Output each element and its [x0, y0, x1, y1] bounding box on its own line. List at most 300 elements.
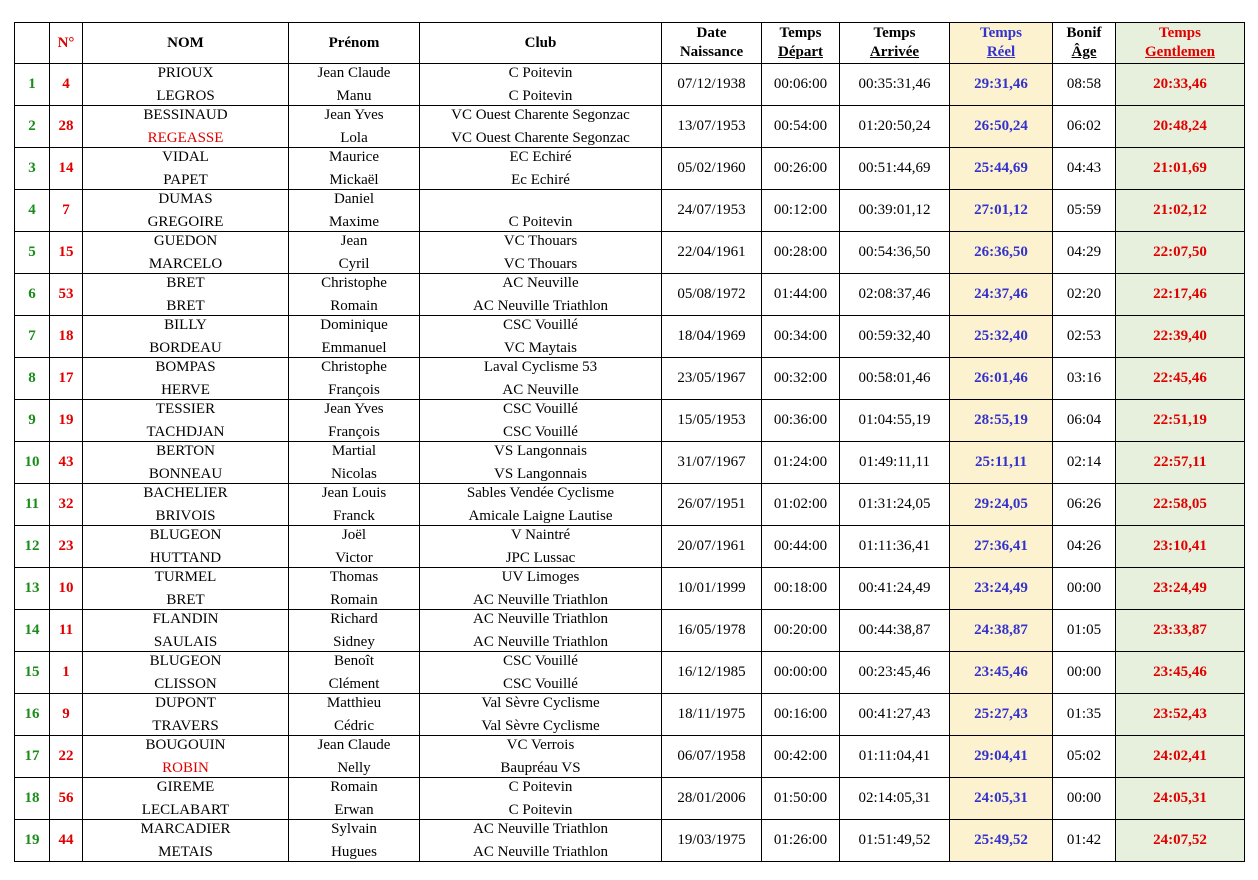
rank-cell: 10 — [15, 442, 50, 484]
real-time-cell: 29:31,46 — [950, 64, 1053, 106]
header-depart-line2: Départ — [778, 44, 823, 60]
prenom-cell-line1: Dominique — [320, 317, 388, 333]
age-bonus-cell: 02:20 — [1053, 274, 1116, 316]
gentlemen-time-cell: 21:01,69 — [1116, 148, 1245, 190]
club-cell-line1: EC Echiré — [509, 149, 572, 165]
results-table — [14, 22, 1245, 862]
real-time-cell: 23:24,49 — [950, 568, 1053, 610]
header-date — [662, 23, 762, 64]
nom-cell-line2: HUTTAND — [149, 550, 222, 566]
bib-number-cell: 7 — [50, 190, 83, 232]
start-time-cell: 00:44:00 — [762, 526, 840, 568]
start-time-cell: 00:18:00 — [762, 568, 840, 610]
nom-cell — [83, 526, 289, 568]
nom-cell-line1: BLUGEON — [149, 527, 222, 543]
real-time-cell: 26:36,50 — [950, 232, 1053, 274]
gentlemen-time-cell: 23:45,46 — [1116, 652, 1245, 694]
rank-cell: 4 — [15, 190, 50, 232]
header-reel-line1: Temps — [980, 25, 1022, 41]
real-time-cell: 27:36,41 — [950, 526, 1053, 568]
club-cell-line2: VC Maytais — [504, 340, 577, 356]
real-time-cell: 23:45,46 — [950, 652, 1053, 694]
birth-date-cell: 22/04/1961 — [662, 232, 762, 274]
header-date-line1: Date — [696, 25, 727, 41]
club-cell — [420, 106, 662, 148]
club-cell-line1: VC Verrois — [506, 737, 575, 753]
prenom-cell-line1: Benoît — [334, 653, 374, 669]
gentlemen-time-cell: 24:02,41 — [1116, 736, 1245, 778]
start-time-cell: 00:16:00 — [762, 694, 840, 736]
club-cell-line2: VC Thouars — [503, 256, 578, 272]
header-club: Club — [420, 23, 662, 64]
club-cell-line1: Sables Vendée Cyclisme — [466, 485, 615, 501]
prenom-cell-line2: Hugues — [331, 844, 377, 860]
nom-cell-line2: BRET — [166, 298, 205, 314]
club-cell — [420, 148, 662, 190]
age-bonus-cell: 06:04 — [1053, 400, 1116, 442]
birth-date-cell: 13/07/1953 — [662, 106, 762, 148]
age-bonus-cell: 01:35 — [1053, 694, 1116, 736]
bib-number-cell: 1 — [50, 652, 83, 694]
prenom-cell-line2: Cyril — [338, 256, 370, 272]
prenom-cell-line2: Nelly — [337, 760, 371, 776]
table-row — [15, 64, 1245, 106]
nom-cell-line2: REGEASSE — [147, 130, 224, 146]
header-gent-line1: Temps — [1159, 25, 1201, 41]
prenom-cell — [289, 820, 420, 862]
bib-number-cell: 19 — [50, 400, 83, 442]
table-row — [15, 274, 1245, 316]
real-time-cell: 25:11,11 — [950, 442, 1053, 484]
header-rank — [15, 23, 50, 64]
real-time-cell: 26:50,24 — [950, 106, 1053, 148]
bib-number-cell: 43 — [50, 442, 83, 484]
club-cell — [420, 190, 662, 232]
club-cell-line1: AC Neuville — [502, 275, 579, 291]
birth-date-cell: 31/07/1967 — [662, 442, 762, 484]
nom-cell-line2: TRAVERS — [152, 718, 219, 734]
club-cell-line2: CSC Vouillé — [503, 676, 578, 692]
real-time-cell: 24:05,31 — [950, 778, 1053, 820]
nom-cell-line1: DUMAS — [158, 191, 213, 207]
table-row — [15, 106, 1245, 148]
nom-cell-line1: BLUGEON — [149, 653, 222, 669]
prenom-cell-line1: Daniel — [334, 191, 374, 207]
prenom-cell — [289, 526, 420, 568]
bib-number-cell: 18 — [50, 316, 83, 358]
start-time-cell: 00:20:00 — [762, 610, 840, 652]
club-cell-line2: AC Neuville Triathlon — [472, 634, 608, 650]
finish-time-cell: 01:11:04,41 — [840, 736, 950, 778]
table-row — [15, 736, 1245, 778]
rank-cell: 6 — [15, 274, 50, 316]
club-cell — [420, 400, 662, 442]
club-cell-line1: C Poitevin — [508, 65, 573, 81]
nom-cell-line1: BOMPAS — [155, 359, 216, 375]
start-time-cell: 00:26:00 — [762, 148, 840, 190]
club-cell-line2: Val Sèvre Cyclisme — [481, 718, 600, 734]
age-bonus-cell: 01:42 — [1053, 820, 1116, 862]
nom-cell — [83, 232, 289, 274]
gentlemen-time-cell: 22:58,05 — [1116, 484, 1245, 526]
prenom-cell-line1: Thomas — [329, 569, 379, 585]
prenom-cell-line1: Jean — [340, 233, 368, 249]
start-time-cell: 01:50:00 — [762, 778, 840, 820]
real-time-cell: 29:24,05 — [950, 484, 1053, 526]
birth-date-cell: 24/07/1953 — [662, 190, 762, 232]
prenom-cell-line1: Christophe — [321, 275, 387, 291]
age-bonus-cell: 04:43 — [1053, 148, 1116, 190]
prenom-cell-line1: Christophe — [321, 359, 387, 375]
header-nom: NOM — [83, 23, 289, 64]
header-arrivee — [840, 23, 950, 64]
rank-cell: 15 — [15, 652, 50, 694]
start-time-cell: 01:26:00 — [762, 820, 840, 862]
age-bonus-cell: 04:26 — [1053, 526, 1116, 568]
club-cell-line1: Laval Cyclisme 53 — [483, 359, 598, 375]
header-bonif — [1053, 23, 1116, 64]
prenom-cell — [289, 610, 420, 652]
bib-number-cell: 9 — [50, 694, 83, 736]
age-bonus-cell: 06:02 — [1053, 106, 1116, 148]
rank-cell: 3 — [15, 148, 50, 190]
club-cell-line2: C Poitevin — [508, 802, 573, 818]
finish-time-cell: 00:51:44,69 — [840, 148, 950, 190]
nom-cell-line1: TESSIER — [155, 401, 216, 417]
prenom-cell-line2: Cédric — [334, 718, 374, 734]
header-depart — [762, 23, 840, 64]
club-cell-line1: UV Limoges — [501, 569, 580, 585]
club-cell-line1: CSC Vouillé — [503, 401, 578, 417]
age-bonus-cell: 08:58 — [1053, 64, 1116, 106]
birth-date-cell: 15/05/1953 — [662, 400, 762, 442]
finish-time-cell: 01:31:24,05 — [840, 484, 950, 526]
birth-date-cell: 10/01/1999 — [662, 568, 762, 610]
gentlemen-time-cell: 20:33,46 — [1116, 64, 1245, 106]
club-cell-line2: CSC Vouillé — [503, 424, 578, 440]
nom-cell-line2: CLISSON — [154, 676, 217, 692]
start-time-cell: 00:32:00 — [762, 358, 840, 400]
nom-cell-line2: BONNEAU — [148, 466, 223, 482]
rank-cell: 18 — [15, 778, 50, 820]
rank-cell: 2 — [15, 106, 50, 148]
finish-time-cell: 01:20:50,24 — [840, 106, 950, 148]
birth-date-cell: 18/04/1969 — [662, 316, 762, 358]
nom-cell — [83, 736, 289, 778]
real-time-cell: 24:37,46 — [950, 274, 1053, 316]
finish-time-cell: 00:54:36,50 — [840, 232, 950, 274]
club-cell — [420, 568, 662, 610]
nom-cell-line1: VIDAL — [162, 149, 209, 165]
club-cell-line1: VS Langonnais — [494, 443, 587, 459]
bib-number-cell: 15 — [50, 232, 83, 274]
table-row — [15, 568, 1245, 610]
prenom-cell-line2: Mickaël — [329, 172, 379, 188]
gentlemen-time-cell: 22:17,46 — [1116, 274, 1245, 316]
club-cell — [420, 358, 662, 400]
real-time-cell: 25:49,52 — [950, 820, 1053, 862]
table-row — [15, 694, 1245, 736]
table-row — [15, 190, 1245, 232]
birth-date-cell: 07/12/1938 — [662, 64, 762, 106]
start-time-cell: 01:02:00 — [762, 484, 840, 526]
birth-date-cell: 26/07/1951 — [662, 484, 762, 526]
nom-cell — [83, 778, 289, 820]
prenom-cell-line2: Maxime — [329, 214, 379, 230]
finish-time-cell: 01:11:36,41 — [840, 526, 950, 568]
nom-cell-line1: BACHELIER — [143, 485, 228, 501]
nom-cell-line2: LECLABART — [141, 802, 230, 818]
age-bonus-cell: 04:29 — [1053, 232, 1116, 274]
rank-cell: 16 — [15, 694, 50, 736]
bib-number-cell: 11 — [50, 610, 83, 652]
nom-cell-line2: LEGROS — [156, 88, 215, 104]
club-cell-line1: AC Neuville Triathlon — [472, 821, 608, 837]
age-bonus-cell: 05:02 — [1053, 736, 1116, 778]
table-row — [15, 400, 1245, 442]
prenom-cell — [289, 274, 420, 316]
prenom-cell-line1: Maurice — [329, 149, 379, 165]
nom-cell — [83, 610, 289, 652]
bib-number-cell: 10 — [50, 568, 83, 610]
nom-cell — [83, 694, 289, 736]
nom-cell-line2: TACHDJAN — [146, 424, 225, 440]
prenom-cell — [289, 442, 420, 484]
table-row — [15, 484, 1245, 526]
prenom-cell — [289, 358, 420, 400]
prenom-cell — [289, 694, 420, 736]
birth-date-cell: 28/01/2006 — [662, 778, 762, 820]
prenom-cell-line2: Romain — [330, 298, 378, 314]
prenom-cell-line2: Lola — [340, 130, 368, 146]
birth-date-cell: 06/07/1958 — [662, 736, 762, 778]
club-cell — [420, 526, 662, 568]
gentlemen-time-cell: 22:51,19 — [1116, 400, 1245, 442]
birth-date-cell: 05/08/1972 — [662, 274, 762, 316]
prenom-cell — [289, 232, 420, 274]
bib-number-cell: 28 — [50, 106, 83, 148]
start-time-cell: 00:54:00 — [762, 106, 840, 148]
prenom-cell-line1: Jean Claude — [317, 737, 391, 753]
bib-number-cell: 53 — [50, 274, 83, 316]
nom-cell-line1: BOUGOUIN — [145, 737, 226, 753]
bib-number-cell: 44 — [50, 820, 83, 862]
club-cell — [420, 820, 662, 862]
club-cell-line2: AC Neuville Triathlon — [472, 298, 608, 314]
club-cell-line2: AC Neuville Triathlon — [472, 844, 608, 860]
finish-time-cell: 00:41:24,49 — [840, 568, 950, 610]
table-row — [15, 778, 1245, 820]
real-time-cell: 28:55,19 — [950, 400, 1053, 442]
nom-cell — [83, 568, 289, 610]
gentlemen-time-cell: 23:24,49 — [1116, 568, 1245, 610]
club-cell — [420, 484, 662, 526]
gentlemen-time-cell: 23:33,87 — [1116, 610, 1245, 652]
club-cell-line1: CSC Vouillé — [503, 653, 578, 669]
nom-cell — [83, 652, 289, 694]
nom-cell — [83, 148, 289, 190]
birth-date-cell: 23/05/1967 — [662, 358, 762, 400]
nom-cell-line2: BRET — [166, 592, 205, 608]
header-num: N° — [50, 23, 83, 64]
nom-cell-line1: PRIOUX — [157, 65, 214, 81]
club-cell-line2: C Poitevin — [508, 88, 573, 104]
table-row — [15, 358, 1245, 400]
gentlemen-time-cell: 24:05,31 — [1116, 778, 1245, 820]
club-cell-line1: C Poitevin — [508, 779, 573, 795]
gentlemen-time-cell: 20:48,24 — [1116, 106, 1245, 148]
birth-date-cell: 05/02/1960 — [662, 148, 762, 190]
start-time-cell: 00:12:00 — [762, 190, 840, 232]
finish-time-cell: 00:23:45,46 — [840, 652, 950, 694]
nom-cell — [83, 358, 289, 400]
start-time-cell: 00:42:00 — [762, 736, 840, 778]
nom-cell-line1: TURMEL — [154, 569, 217, 585]
age-bonus-cell: 02:53 — [1053, 316, 1116, 358]
club-cell-line1: AC Neuville Triathlon — [472, 611, 608, 627]
club-cell — [420, 64, 662, 106]
start-time-cell: 00:00:00 — [762, 652, 840, 694]
nom-cell-line2: SAULAIS — [153, 634, 218, 650]
age-bonus-cell: 00:00 — [1053, 652, 1116, 694]
club-cell-line1: VC Thouars — [503, 233, 578, 249]
nom-cell — [83, 442, 289, 484]
nom-cell-line1: BRET — [166, 275, 205, 291]
prenom-cell — [289, 778, 420, 820]
prenom-cell — [289, 568, 420, 610]
prenom-cell-line2: Emmanuel — [321, 340, 387, 356]
club-cell-line1 — [420, 190, 661, 210]
nom-cell-line2: METAIS — [158, 844, 213, 860]
start-time-cell: 01:24:00 — [762, 442, 840, 484]
start-time-cell: 00:28:00 — [762, 232, 840, 274]
gentlemen-time-cell: 24:07,52 — [1116, 820, 1245, 862]
real-time-cell: 25:32,40 — [950, 316, 1053, 358]
club-cell — [420, 442, 662, 484]
bib-number-cell: 14 — [50, 148, 83, 190]
real-time-cell: 29:04,41 — [950, 736, 1053, 778]
club-cell-line1: V Naintré — [510, 527, 571, 543]
rank-cell: 11 — [15, 484, 50, 526]
club-cell-line1: Val Sèvre Cyclisme — [481, 695, 600, 711]
table-row — [15, 820, 1245, 862]
nom-cell-line1: BERTON — [156, 443, 215, 459]
finish-time-cell: 01:04:55,19 — [840, 400, 950, 442]
club-cell-line2: VC Ouest Charente Segonzac — [451, 130, 630, 146]
club-cell — [420, 316, 662, 358]
gentlemen-time-cell: 22:39,40 — [1116, 316, 1245, 358]
club-cell — [420, 652, 662, 694]
nom-cell-line1: GIREME — [156, 779, 215, 795]
table-row — [15, 442, 1245, 484]
prenom-cell-line1: Jean Yves — [324, 107, 384, 123]
club-cell-line1: CSC Vouillé — [503, 317, 578, 333]
nom-cell-line2: MARCELO — [148, 256, 223, 272]
nom-cell-line1: BESSINAUD — [143, 107, 228, 123]
prenom-cell-line2: Clément — [328, 676, 380, 692]
bib-number-cell: 4 — [50, 64, 83, 106]
prenom-cell-line2: Nicolas — [331, 466, 377, 482]
nom-cell — [83, 64, 289, 106]
real-time-cell: 26:01,46 — [950, 358, 1053, 400]
nom-cell — [83, 190, 289, 232]
rank-cell: 7 — [15, 316, 50, 358]
finish-time-cell: 00:39:01,12 — [840, 190, 950, 232]
rank-cell: 1 — [15, 64, 50, 106]
finish-time-cell: 01:51:49,52 — [840, 820, 950, 862]
finish-time-cell: 01:49:11,11 — [840, 442, 950, 484]
nom-cell-line1: FLANDIN — [152, 611, 219, 627]
age-bonus-cell: 03:16 — [1053, 358, 1116, 400]
club-cell — [420, 778, 662, 820]
header-gentlemen — [1116, 23, 1245, 64]
age-bonus-cell: 00:00 — [1053, 568, 1116, 610]
nom-cell-line1: BILLY — [164, 317, 207, 333]
gentlemen-time-cell: 22:45,46 — [1116, 358, 1245, 400]
birth-date-cell: 19/03/1975 — [662, 820, 762, 862]
prenom-cell-line1: Sylvain — [331, 821, 377, 837]
prenom-cell — [289, 190, 420, 232]
header-bonif-line1: Bonif — [1066, 25, 1102, 41]
prenom-cell-line2: Erwan — [334, 802, 374, 818]
prenom-cell — [289, 400, 420, 442]
prenom-cell-line1: Matthieu — [326, 695, 382, 711]
gentlemen-time-cell: 22:07,50 — [1116, 232, 1245, 274]
real-time-cell: 24:38,87 — [950, 610, 1053, 652]
header-date-line2: Naissance — [679, 44, 744, 60]
finish-time-cell: 00:44:38,87 — [840, 610, 950, 652]
club-cell-line2: C Poitevin — [508, 214, 573, 230]
rank-cell: 17 — [15, 736, 50, 778]
club-cell — [420, 232, 662, 274]
club-cell — [420, 274, 662, 316]
prenom-cell-line1: Jean Louis — [321, 485, 387, 501]
table-row — [15, 232, 1245, 274]
rank-cell: 14 — [15, 610, 50, 652]
prenom-cell-line2: Manu — [336, 88, 372, 104]
birth-date-cell: 20/07/1961 — [662, 526, 762, 568]
header-row — [15, 23, 1245, 64]
table-row — [15, 610, 1245, 652]
age-bonus-cell: 01:05 — [1053, 610, 1116, 652]
start-time-cell: 01:44:00 — [762, 274, 840, 316]
prenom-cell-line2: Romain — [330, 592, 378, 608]
bib-number-cell: 56 — [50, 778, 83, 820]
table-row — [15, 148, 1245, 190]
nom-cell — [83, 484, 289, 526]
club-cell-line2: AC Neuville — [502, 382, 579, 398]
prenom-cell-line1: Romain — [330, 779, 378, 795]
nom-cell-line1: DUPONT — [155, 695, 216, 711]
prenom-cell — [289, 106, 420, 148]
real-time-cell: 25:27,43 — [950, 694, 1053, 736]
rank-cell: 5 — [15, 232, 50, 274]
prenom-cell-line1: Jean Yves — [324, 401, 384, 417]
club-cell — [420, 694, 662, 736]
nom-cell-line2: HERVE — [161, 382, 210, 398]
gentlemen-time-cell: 23:10,41 — [1116, 526, 1245, 568]
nom-cell-line1: GUEDON — [153, 233, 218, 249]
real-time-cell: 27:01,12 — [950, 190, 1053, 232]
finish-time-cell: 02:08:37,46 — [840, 274, 950, 316]
header-depart-line1: Temps — [779, 25, 822, 41]
prenom-cell-line1: Richard — [330, 611, 378, 627]
rank-cell: 8 — [15, 358, 50, 400]
header-arrivee-line2: Arrivée — [869, 44, 920, 60]
finish-time-cell: 02:14:05,31 — [840, 778, 950, 820]
prenom-cell — [289, 64, 420, 106]
club-cell — [420, 736, 662, 778]
